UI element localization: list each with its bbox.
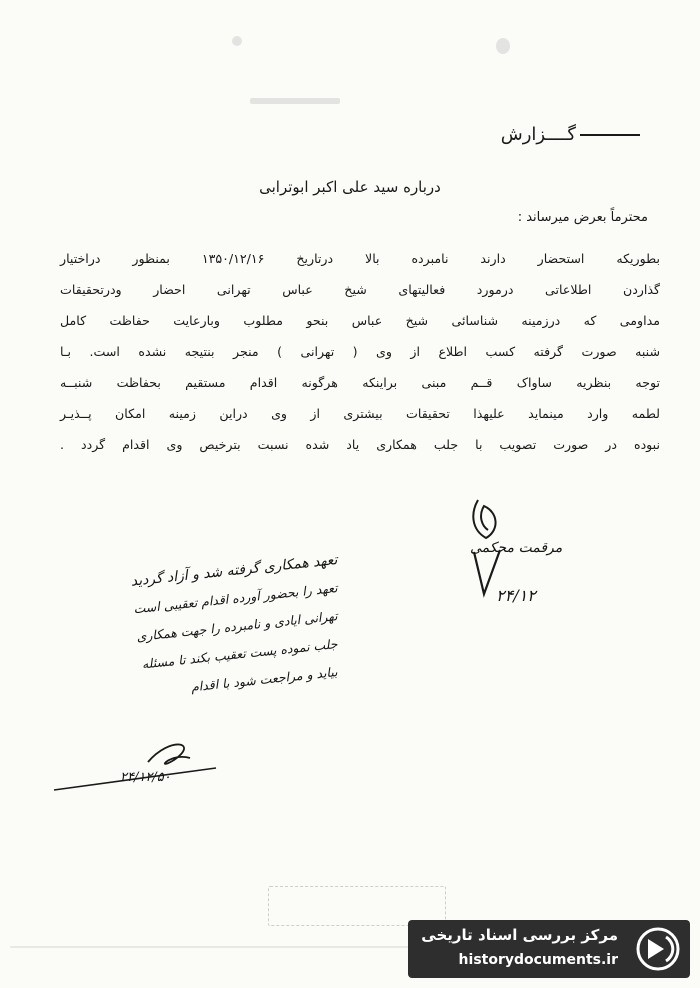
body-line: بطوریکه استحضار دارند نامبرده بالا درتاریخ ۱۳۵۰/۱۲/۱۶ بمنظور دراختیار — [60, 251, 660, 266]
archive-logo-icon — [636, 927, 680, 971]
scan-smudge — [232, 36, 242, 46]
watermark-banner — [408, 920, 690, 978]
scan-smudge — [496, 38, 510, 54]
handwritten-note-line: تهرانی ایادی و نامبرده را جهت همکاری — [135, 608, 339, 645]
document-title: گــــزارش — [501, 124, 640, 145]
body-text — [60, 248, 660, 465]
watermark-website: historydocuments.ir — [458, 952, 618, 968]
salutation: محترماً بعرض میرساند : — [517, 210, 648, 225]
handwritten-signoff: مرقمت محکمی — [470, 540, 563, 556]
body-line: نبوده در صورت تصویب با جلب همکاری یاد شده نسبت بترخیص وی اقدام گردد . — [60, 437, 660, 452]
handwritten-note-line: جلب نموده پست تعقیب بکند تا مسئله — [141, 636, 339, 672]
handwritten-date-left: ۲۴/۱۲/۵۰ — [120, 770, 171, 785]
body-line: مداومی که درزمینه شناسائی شیخ عباس بنحو مطلوب وبارعایت حفاظت کامل — [60, 313, 660, 328]
handwritten-note-line: تعهد را بحضور آورده اقدام تعقیبی است — [132, 580, 339, 617]
handwritten-note-line: بیاید و مراجعت شود با اقدام — [190, 664, 339, 695]
handwritten-date-right: ۲۴/۱۲ — [496, 586, 536, 605]
handwritten-note-line: تعهد همکاری گرفته شد و آزاد گردید — [130, 552, 339, 590]
body-line: توجه بنظریه ساواک قــم مبنی براینکه هرگونه اقدام مستقیم بحفاظت شنبــه — [60, 375, 660, 390]
body-line: لطمه وارد مینماید علیهذا تحقیقات بیشتری از وی دراین زمینه امکان پــذیـر — [60, 406, 660, 421]
scan-smudge — [250, 98, 340, 104]
watermark-org-name: مرکز بررسی اسناد تاریخی — [421, 926, 618, 944]
body-line: شنبه صورت گرفته کسب اطلاع از وی ( تهرانی ) منجر بنتیجه نشده است. بـا — [60, 344, 660, 359]
scan-smudge — [10, 946, 410, 948]
body-line: گذاردن اطلاعاتی درمورد فعالیتهای شیخ عباس تهرانی احضار ودرتحقیقات — [60, 282, 660, 297]
handwritten-notes — [108, 552, 339, 695]
document-subject: درباره سید علی اکبر ابوترابی — [259, 178, 441, 196]
